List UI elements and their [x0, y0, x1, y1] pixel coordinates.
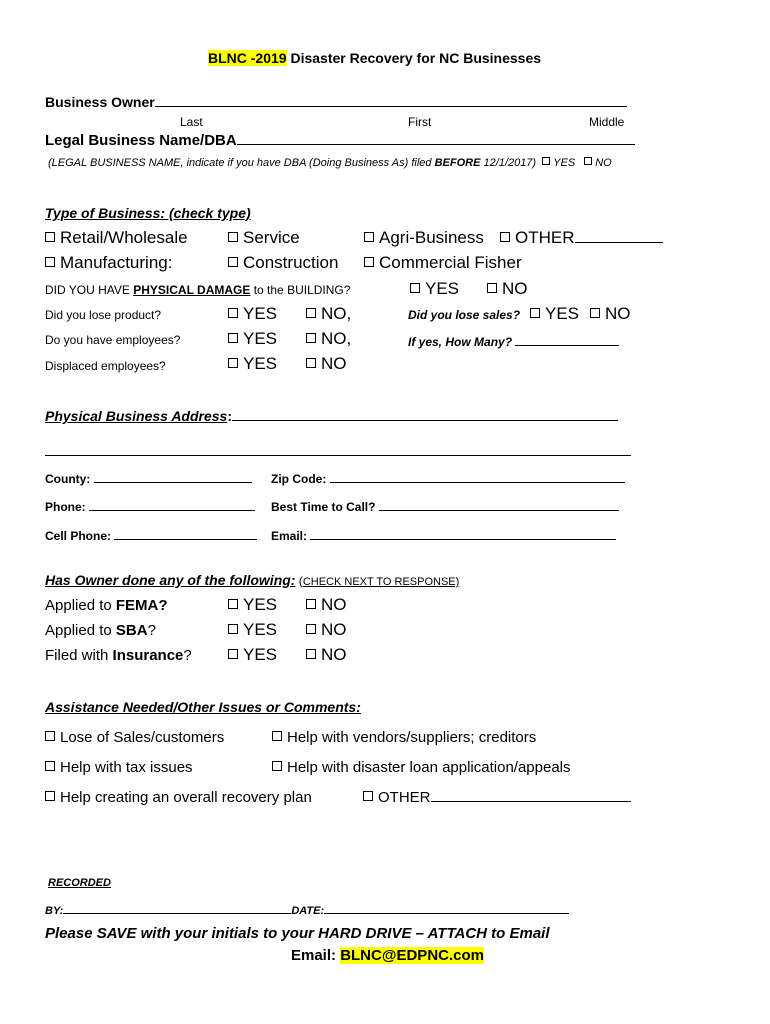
owner-done-note: CHECK NEXT TO RESPONSE) [302, 576, 460, 588]
type-of-business-heading: Type of Business: (check type) [45, 205, 251, 221]
phone-label: Phone: [45, 500, 86, 514]
dba-no-checkbox[interactable] [584, 157, 592, 165]
email-row [271, 527, 616, 543]
footer-email-link[interactable]: BLNC@EDPNC.com [340, 947, 484, 964]
displaced-question: Displaced employees? [45, 359, 166, 373]
construction-checkbox[interactable] [228, 257, 238, 267]
fema-pre: Applied to [45, 597, 116, 614]
fema-yes-checkbox[interactable] [228, 599, 238, 609]
insurance-no [306, 645, 347, 665]
dba-yes-label: YES [553, 157, 576, 169]
sba-no [306, 620, 347, 640]
email-input[interactable] [310, 527, 616, 540]
lose-product-question: Did you lose product? [45, 308, 162, 322]
agri-checkbox[interactable] [364, 232, 374, 242]
fema-yes-label: YES [243, 595, 278, 614]
other-type-checkbox[interactable] [500, 232, 510, 242]
insurance-question [45, 647, 192, 664]
employees-no [306, 329, 351, 349]
assist-plan [45, 789, 312, 806]
dba-yes-checkbox[interactable] [542, 157, 550, 165]
county-row [45, 470, 252, 486]
employees-yes-checkbox[interactable] [228, 333, 238, 343]
page-title [208, 50, 541, 66]
employees-yes [228, 329, 277, 349]
lose-product-no-checkbox[interactable] [306, 308, 316, 318]
type-construction [228, 253, 338, 273]
lose-sales-no-checkbox[interactable] [590, 308, 600, 318]
phone-row [45, 498, 255, 514]
title-highlight: BLNC -2019 [208, 50, 287, 66]
type-retail [45, 228, 188, 248]
footer-email-row [291, 947, 484, 964]
sba-question [45, 622, 156, 639]
address-input-1[interactable] [232, 408, 618, 421]
assist-sales-checkbox[interactable] [45, 731, 55, 741]
manufacturing-label: Manufacturing: [60, 253, 173, 272]
sba-no-checkbox[interactable] [306, 624, 316, 634]
employees-no-checkbox[interactable] [306, 333, 316, 343]
address-row [45, 408, 618, 424]
email-label: Email: [271, 529, 308, 543]
cell-input[interactable] [114, 527, 257, 540]
business-owner-input[interactable] [155, 94, 627, 107]
how-many-label: If yes, How Many? [408, 335, 513, 349]
lose-sales-yes [530, 304, 579, 324]
assist-other-input[interactable] [431, 789, 631, 802]
address-input-2[interactable] [45, 443, 631, 456]
assist-vendors [272, 729, 536, 746]
best-time-label: Best Time to Call? [271, 500, 376, 514]
lose-product-no-label: NO, [321, 304, 352, 323]
cell-label: Cell Phone: [45, 529, 112, 543]
employees-yes-label: YES [243, 329, 278, 348]
legal-note-bold: BEFORE [434, 157, 481, 169]
save-instructions: Please SAVE with your initials to your HARD DRIVE – ATTACH to Email [45, 925, 550, 942]
recorded-by-label: BY: [45, 905, 64, 917]
best-time-input[interactable] [379, 498, 619, 511]
insurance-yes-label: YES [243, 645, 278, 664]
damage-yes-checkbox[interactable] [410, 283, 420, 293]
lose-product-yes-checkbox[interactable] [228, 308, 238, 318]
assist-sales-label: Lose of Sales/customers [60, 729, 225, 746]
business-owner-label: Business Owner [45, 94, 155, 110]
address-label: Physical Business Address [45, 408, 228, 424]
county-label: County: [45, 472, 91, 486]
damage-no-checkbox[interactable] [487, 283, 497, 293]
best-time-row [271, 498, 619, 514]
sba-post: ? [147, 622, 156, 639]
fisher-checkbox[interactable] [364, 257, 374, 267]
sba-yes-checkbox[interactable] [228, 624, 238, 634]
owner-middle-label: Middle [589, 115, 625, 129]
sba-no-label: NO [321, 620, 347, 639]
retail-label: Retail/Wholesale [60, 228, 188, 247]
cell-row [45, 527, 257, 543]
assist-plan-label: Help creating an overall recovery plan [60, 789, 312, 806]
how-many-row [408, 333, 619, 349]
damage-no [487, 279, 528, 299]
insurance-yes [228, 645, 277, 665]
assist-loan-label: Help with disaster loan application/appeals [287, 759, 571, 776]
legal-name-row [45, 132, 635, 149]
employees-no-label: NO, [321, 329, 352, 348]
other-type-input[interactable] [575, 228, 663, 243]
agri-label: Agri-Business [379, 228, 484, 247]
ins-bold: Insurance [112, 647, 184, 664]
legal-name-label: Legal Business Name/DBA [45, 132, 237, 149]
lose-sales-no [590, 304, 631, 324]
lose-sales-yes-checkbox[interactable] [530, 308, 540, 318]
displaced-yes-checkbox[interactable] [228, 358, 238, 368]
sba-yes [228, 620, 277, 640]
type-manufacturing [45, 253, 172, 273]
damage-post: to the BUILDING? [250, 283, 351, 297]
other-type-label: OTHER [515, 228, 575, 247]
address-colon: : [227, 408, 233, 424]
fema-no-label: NO [321, 595, 347, 614]
lose-sales-question: Did you lose sales? [408, 308, 521, 322]
damage-yes [410, 279, 459, 299]
county-input[interactable] [94, 470, 252, 483]
assist-loan-checkbox[interactable] [272, 761, 282, 771]
retail-checkbox[interactable] [45, 232, 55, 242]
phone-input[interactable] [89, 498, 255, 511]
recorded-by-input[interactable] [63, 903, 291, 914]
ins-post: ? [183, 647, 192, 664]
owner-done-heading: Has Owner done any of the following: [45, 572, 296, 588]
assist-other-checkbox[interactable] [363, 791, 373, 801]
assistance-heading: Assistance Needed/Other Issues or Comments: [45, 699, 361, 715]
footer-email-label: Email: [291, 947, 341, 964]
legal-note-pre: (LEGAL BUSINESS NAME, indicate if you have DBA (Doing Business As) filed [48, 157, 435, 169]
fisher-label: Commercial Fisher [379, 253, 522, 272]
zip-input[interactable] [330, 470, 625, 483]
zip-label: Zip Code: [271, 472, 327, 486]
assist-tax-label: Help with tax issues [60, 759, 193, 776]
dba-no-label: NO [595, 157, 612, 169]
insurance-yes-checkbox[interactable] [228, 649, 238, 659]
fema-no [306, 595, 347, 615]
displaced-no [306, 354, 347, 374]
insurance-no-checkbox[interactable] [306, 649, 316, 659]
displaced-yes-label: YES [243, 354, 278, 373]
assist-tax [45, 759, 193, 776]
lose-sales-yes-label: YES [545, 304, 580, 323]
damage-pre: DID YOU HAVE [45, 283, 134, 297]
fema-yes [228, 595, 277, 615]
type-service [228, 228, 300, 248]
owner-first-label: First [408, 115, 432, 129]
assist-loan [272, 759, 571, 776]
recorded-date-input[interactable] [324, 903, 569, 914]
how-many-input[interactable] [515, 333, 619, 346]
type-agri [364, 228, 484, 248]
legal-name-note [48, 157, 612, 169]
damage-bold: PHYSICAL DAMAGE [133, 283, 251, 297]
construction-label: Construction [243, 253, 339, 272]
recorded-label: RECORDED [48, 877, 111, 889]
fema-no-checkbox[interactable] [306, 599, 316, 609]
displaced-yes [228, 354, 277, 374]
assist-other [363, 789, 631, 806]
type-fisher [364, 253, 522, 273]
insurance-no-label: NO [321, 645, 347, 664]
assist-other-label: OTHER [378, 789, 431, 806]
type-other [500, 228, 663, 248]
damage-question [45, 283, 350, 297]
damage-yes-label: YES [425, 279, 460, 298]
zip-row [271, 470, 625, 486]
lose-product-no [306, 304, 351, 324]
owner-done-row [45, 572, 459, 590]
assist-vendors-checkbox[interactable] [272, 731, 282, 741]
owner-last-label: Last [180, 115, 203, 129]
ins-pre: Filed with [45, 647, 113, 664]
recorded-row [45, 903, 569, 917]
title-rest: Disaster Recovery for NC Businesses [286, 50, 542, 66]
sba-bold: SBA [115, 622, 148, 639]
lose-sales-no-label: NO [605, 304, 631, 323]
business-owner-row [45, 94, 627, 110]
assist-vendors-label: Help with vendors/suppliers; creditors [287, 729, 537, 746]
owner-done-note-open: ( [295, 574, 303, 588]
lose-product-yes [228, 304, 277, 324]
assist-sales [45, 729, 224, 746]
service-label: Service [243, 228, 300, 247]
fema-question [45, 597, 168, 614]
assist-tax-checkbox[interactable] [45, 761, 55, 771]
sba-yes-label: YES [243, 620, 278, 639]
fema-bold: FEMA? [115, 597, 168, 614]
sba-pre: Applied to [45, 622, 116, 639]
employees-question: Do you have employees? [45, 333, 181, 347]
displaced-no-label: NO [321, 354, 347, 373]
damage-no-label: NO [502, 279, 528, 298]
legal-name-input[interactable] [237, 132, 635, 145]
displaced-no-checkbox[interactable] [306, 358, 316, 368]
service-checkbox[interactable] [228, 232, 238, 242]
lose-product-yes-label: YES [243, 304, 278, 323]
manufacturing-checkbox[interactable] [45, 257, 55, 267]
legal-note-post: 12/1/2017) [480, 157, 537, 169]
recorded-date-label: DATE: [291, 905, 325, 917]
assist-plan-checkbox[interactable] [45, 791, 55, 801]
